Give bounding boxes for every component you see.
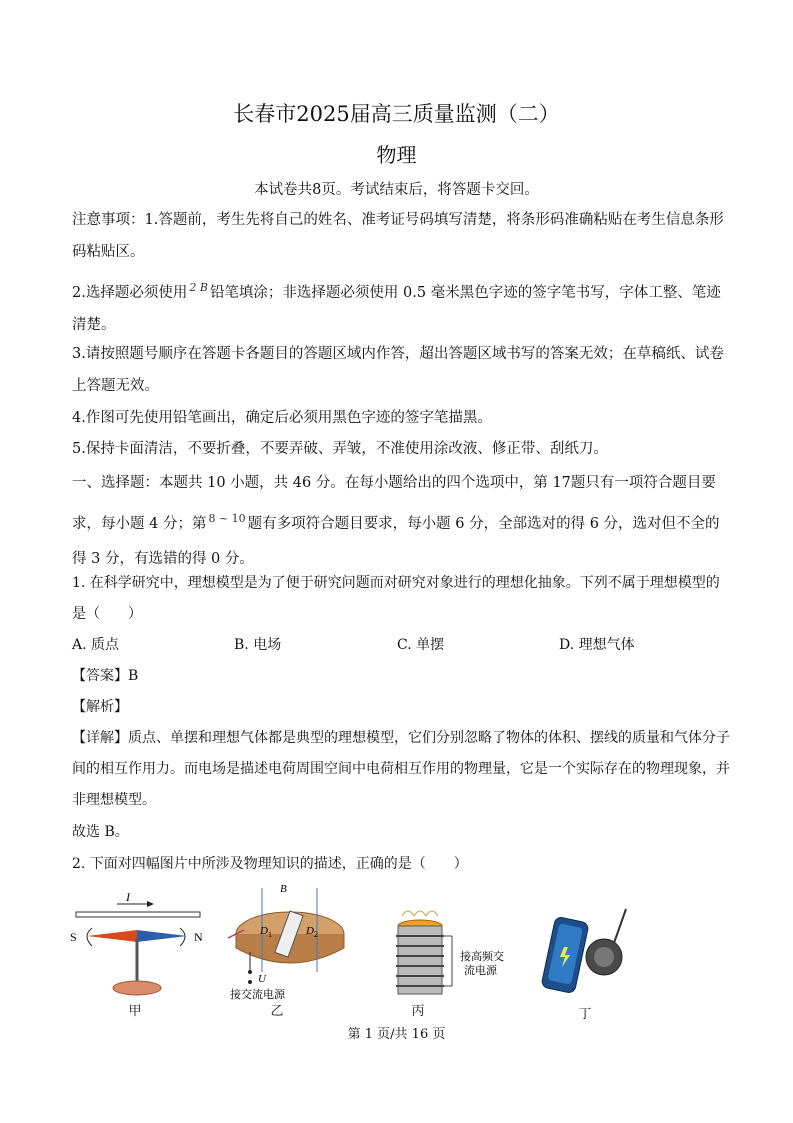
figure-yi bbox=[222, 882, 362, 1004]
note-3: 3.请按照题号顺序在答题卡各题目的答题区域内作答，超出答题区域书写的答案无效；在草稿纸、试卷上答题无效。 bbox=[72, 346, 724, 394]
conclusion: 故选 B。 bbox=[72, 824, 129, 840]
note-5: 5.保持卡面清洁，不要折叠，不要弄破、弄皱，不准使用涂改液、修正带、刮纸刀。 bbox=[72, 441, 608, 457]
heat-waves bbox=[402, 911, 438, 916]
note-2-text-a: 2.选择题必须使用 bbox=[72, 285, 188, 301]
figure-ding-label: 丁 bbox=[578, 1007, 592, 1022]
current-arrowhead bbox=[147, 901, 154, 907]
pencil-grade-image: 2 B bbox=[189, 281, 208, 294]
note-2 bbox=[72, 272, 732, 341]
hf-source-label-2: 流电源 bbox=[464, 965, 497, 977]
section-text-a: 一、选择题：本题共 10 小题，共 46 分。在每小题给出的四个选项中，第 17题只有一项符合题目要求，每小题 4 分；第 bbox=[72, 475, 716, 532]
figure-ding bbox=[540, 905, 640, 1005]
current-wire bbox=[76, 912, 200, 917]
north-label: N bbox=[194, 930, 203, 944]
subject-title: 物理 bbox=[376, 143, 417, 167]
option-a: A. 质点 bbox=[72, 637, 120, 653]
compass-base bbox=[113, 981, 161, 995]
figure-jia-label: 甲 bbox=[128, 1004, 142, 1019]
exam-intro: 本试卷共8页。考试结束后，将答题卡交回。 bbox=[254, 182, 539, 198]
needle-south bbox=[87, 930, 137, 942]
option-c: C. 单摆 bbox=[397, 637, 445, 653]
detail-explanation: 【详解】质点、单摆和理想气体都是典型的理想模型，它们分别忽略了物体的体积、摆线的质量和气体分子间的相互作用力。而电场是描述电荷周围空间中电荷相互作用的物理量，它是一个实际存在的物理现象，并非理想模型。 bbox=[72, 730, 730, 808]
answer-label: 【答案】B bbox=[72, 668, 139, 684]
u-label: U bbox=[258, 973, 266, 985]
section-instructions bbox=[72, 466, 732, 577]
page-title: 长春市2025届高三质量监测（二） bbox=[233, 102, 560, 126]
hf-source-label-1: 接高频交 bbox=[460, 951, 504, 963]
analysis-label: 【解析】 bbox=[72, 699, 128, 715]
question-1-options bbox=[72, 630, 732, 661]
d2-subscript: 2 bbox=[314, 930, 318, 939]
option-d: D. 理想气体 bbox=[559, 637, 635, 653]
figure-bing-label: 丙 bbox=[411, 1004, 425, 1019]
ac-source-label: 接交流电源 bbox=[230, 989, 285, 1001]
note-4: 4.作图可先使用铅笔画出，确定后必须用黑色字迹的签字笔描黑。 bbox=[72, 410, 492, 426]
option-b: B. 电场 bbox=[234, 637, 282, 653]
south-label: S bbox=[70, 930, 77, 944]
figure-bing bbox=[390, 900, 520, 1005]
d2-label: D bbox=[306, 925, 314, 937]
b-label: B bbox=[280, 883, 287, 895]
d1-label: D bbox=[260, 925, 268, 937]
terminal-2 bbox=[248, 980, 252, 984]
d1-subscript: 1 bbox=[268, 930, 272, 939]
question-2-stem: 2. 下面对四幅图片中所涉及物理知识的描述，正确的是（ ） bbox=[72, 856, 468, 872]
rotation-arrow-right bbox=[180, 928, 185, 946]
question-1-stem: 1. 在科学研究中，理想模型是为了便于研究问题而对研究对象进行的理想化抽象。下列不属于理想模型的是（ ） bbox=[72, 575, 720, 622]
charging-cable bbox=[614, 909, 626, 943]
needle-north bbox=[137, 930, 187, 942]
current-label: I bbox=[126, 890, 130, 904]
question-range-image: 8 ~ 10 bbox=[208, 512, 246, 525]
charging-pad-center bbox=[594, 947, 614, 967]
figure-yi-label: 乙 bbox=[270, 1004, 284, 1019]
page-footer: 第 1 页/共 16 页 bbox=[347, 1027, 446, 1042]
note-2-text-b: 铅笔填涂；非选择题必须使用 0.5 毫米黑色字迹的签字笔书写，字体工整、笔迹清楚。 bbox=[72, 285, 721, 333]
note-1: 注意事项：1.答题前，考生先将自己的姓名、准考证号码填写清楚，将条形码准确粘贴在考生信息条形码粘贴区。 bbox=[72, 212, 724, 260]
rotation-arrow-left bbox=[87, 928, 92, 946]
terminal-1 bbox=[248, 970, 252, 974]
section-text-b: 题有多项符合题目要求，每小题 6 分，全部选对的得 6 分，选对但不全的得 3 分，有选错的得 0 分。 bbox=[72, 516, 720, 567]
